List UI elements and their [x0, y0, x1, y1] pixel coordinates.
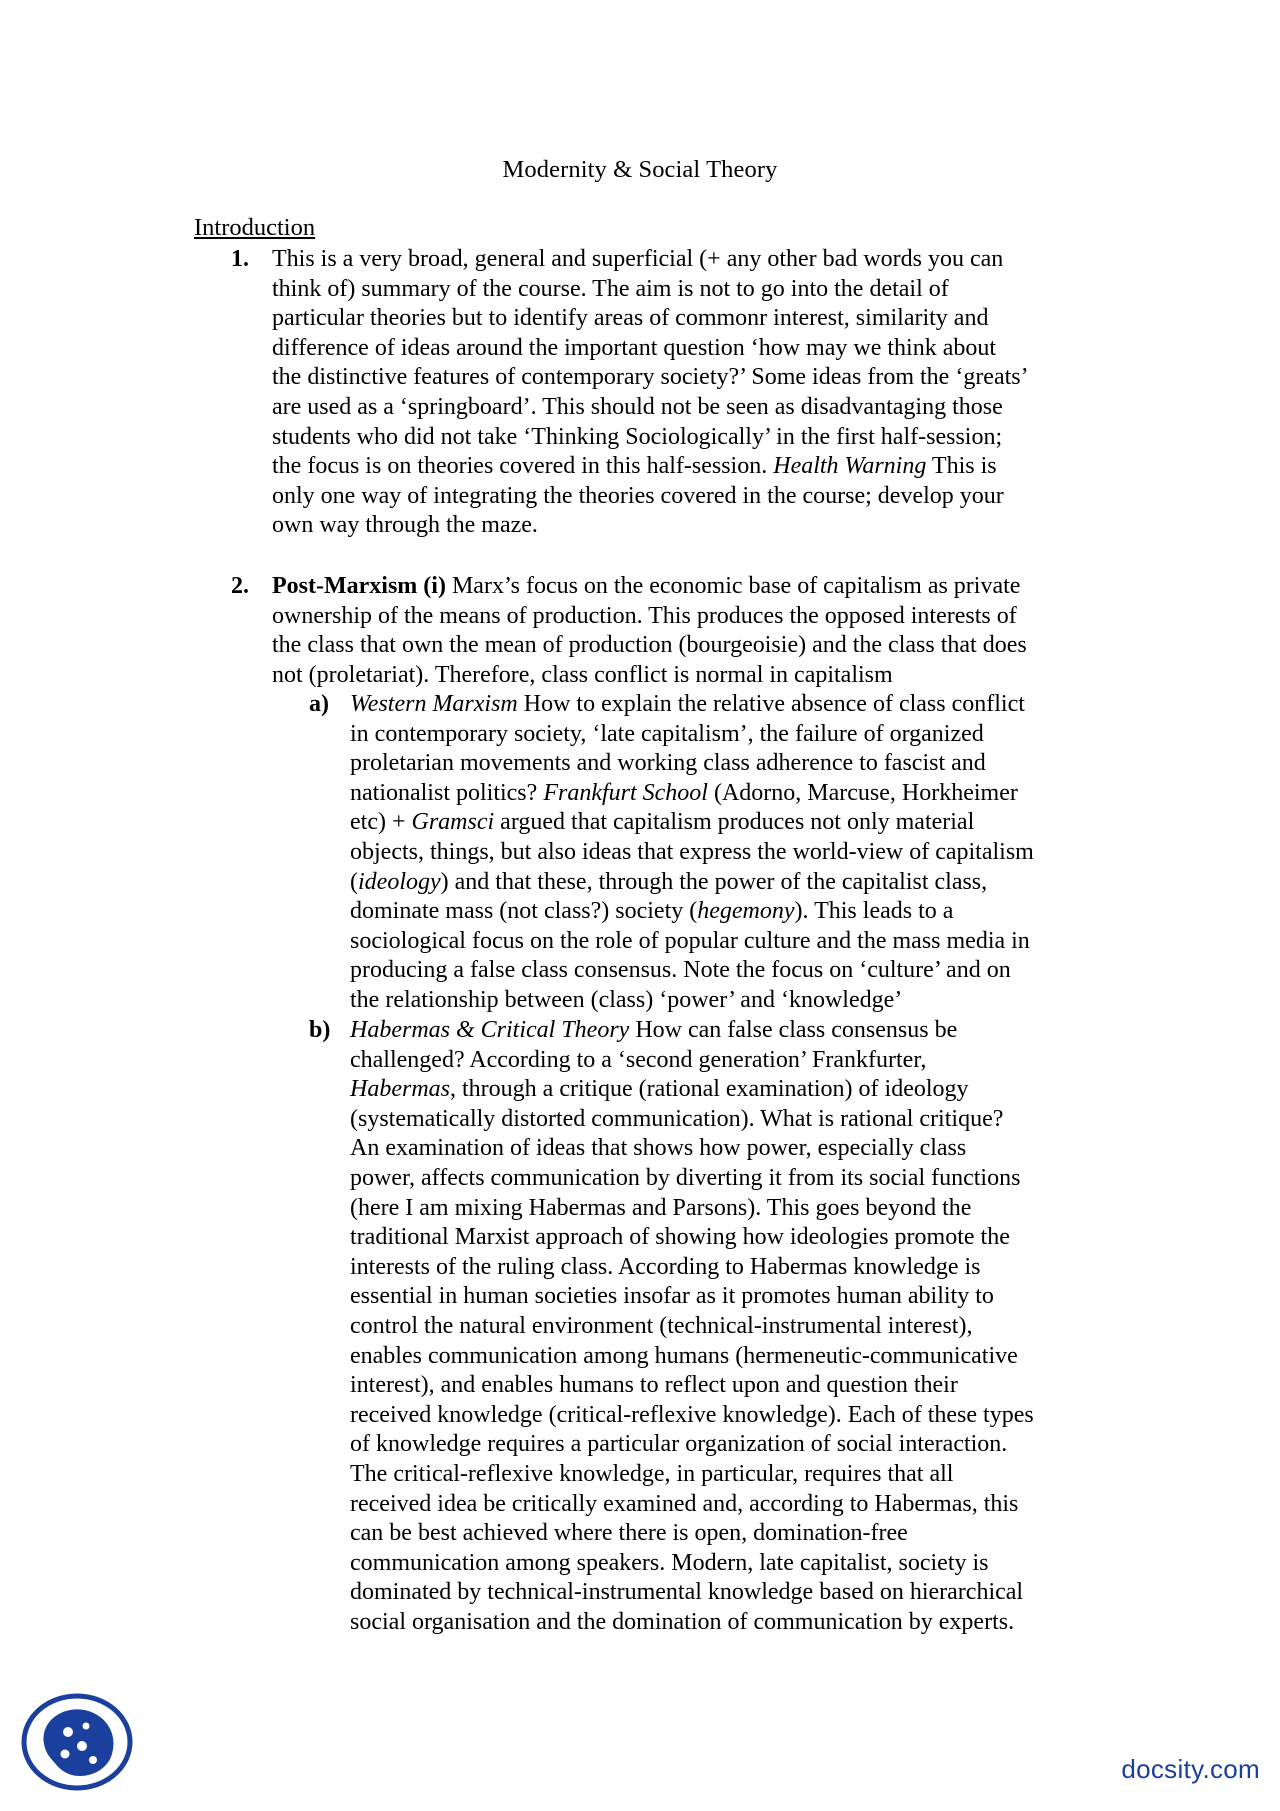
sub-a-line: the relationship between (class) ‘power’ and ‘knowledge’: [350, 986, 903, 1013]
text-run: ). This leads to a: [794, 898, 954, 925]
sub-b-line: essential in human societies insofar as it promotes human ability to: [350, 1283, 994, 1310]
item-1-line: own way through the maze.: [272, 512, 538, 539]
text-run: argued that capitalism produces not only material: [494, 809, 975, 836]
sub-b-line: control the natural environment (technical-instrumental interest),: [350, 1312, 973, 1339]
sub-a-line: [350, 690, 1034, 720]
health-warning-emphasis: Health Warning: [773, 453, 927, 480]
hegemony-term: hegemony: [697, 898, 795, 925]
sub-b-line: can be best achieved where there is open, domination-free: [350, 1520, 908, 1547]
section-heading-introduction: Introduction: [194, 214, 316, 241]
docsity-logo-svg: [20, 1688, 134, 1792]
item-1-line: difference of ideas around the important question ‘how may we think about: [272, 334, 997, 361]
text-run: nationalist politics?: [350, 779, 544, 806]
sub-a-line: sociological focus on the role of popular culture and the mass media in: [350, 927, 1030, 954]
sub-b-line: interest), and enables humans to reflect upon and question their: [350, 1372, 958, 1399]
document-title: Modernity & Social Theory: [502, 156, 778, 183]
text-run: (Adorno, Marcuse, Horkheimer: [707, 779, 1018, 806]
sub-b-line: social organisation and the domination of communication by experts.: [350, 1608, 1015, 1635]
sub-b-line: communication among speakers. Modern, late capitalist, society is: [350, 1549, 989, 1576]
item-1-line: This is a very broad, general and superficial (+ any other bad words you can: [272, 246, 1004, 272]
sub-a-line: [350, 808, 1034, 838]
sub-b-line: An examination of ideas that shows how power, especially class: [350, 1135, 967, 1162]
sub-b-line: The critical-reflexive knowledge, in particular, requires that all: [350, 1460, 954, 1487]
item-2-line: not (proletariat). Therefore, class conflict is normal in capitalism: [272, 661, 893, 688]
ideology-term: ideology: [358, 868, 441, 895]
text-run: How to explain the relative absence of class conflict: [517, 691, 1025, 717]
sub-b-line: received idea be critically examined and, according to Habermas, this: [350, 1490, 1019, 1517]
sub-b-line: dominated by technical-instrumental knowledge based on hierarchical: [350, 1579, 1024, 1606]
item-2-line: the class that own the mean of production (bourgeoisie) and the class that does: [272, 632, 1027, 659]
sub-a-line: [350, 897, 1034, 927]
sub-b-line: power, affects communication by diverting it from its social functions: [350, 1164, 1021, 1191]
gramsci-term: Gramsci: [411, 809, 495, 836]
sub-a-line: producing a false class consensus. Note the focus on ‘culture’ and on: [350, 957, 1011, 984]
item-2-paragraph: [272, 572, 1027, 690]
sub-b-line: [350, 1016, 1034, 1046]
text-run: etc) +: [350, 809, 412, 836]
text-run: How can false class consensus be: [629, 1017, 958, 1043]
sub-b-line: interests of the ruling class. According to Habermas knowledge is: [350, 1253, 981, 1280]
item-1-line: students who did not take ‘Thinking Sociologically’ in the first half-session;: [272, 423, 1003, 450]
sub-a-line: [350, 779, 1034, 809]
docsity-logo-icon[interactable]: [20, 1688, 134, 1792]
item-2-number: 2.: [231, 573, 249, 599]
item-2-line: ownership of the means of production. This produces the opposed interests of: [272, 602, 1017, 629]
sub-b-line: enables communication among humans (hermeneutic-communicative: [350, 1342, 1018, 1369]
sub-b-line: of knowledge requires a particular organization of social interaction.: [350, 1431, 1008, 1458]
item-1-line: think of) summary of the course. The aim is not to go into the detail of: [272, 275, 949, 302]
text-run: Marx’s focus on the economic base of capitalism as private: [445, 573, 1021, 599]
sub-item-b-paragraph: [350, 1016, 1034, 1637]
frankfurt-school-term: Frankfurt School: [543, 779, 708, 806]
sub-a-line: objects, things, but also ideas that express the world-view of capitalism: [350, 838, 1034, 865]
sub-b-line: traditional Marxist approach of showing how ideologies promote the: [350, 1224, 1010, 1251]
text-run: ) and that these, through the power of the capitalist class,: [440, 868, 988, 895]
item-1-line: are used as a ‘springboard’. This should not be seen as disadvantaging those: [272, 393, 1003, 420]
item-1-line: only one way of integrating the theories covered in the course; develop your: [272, 482, 1004, 509]
sub-item-a-paragraph: [350, 690, 1034, 1016]
text-run: dominate mass (not class?) society (: [350, 898, 698, 925]
item-1-number: 1.: [231, 246, 249, 272]
sub-a-line: [350, 868, 1034, 898]
text-run: This is: [926, 453, 997, 480]
item-1-line: particular theories but to identify areas of commonr interest, similarity and: [272, 305, 989, 332]
post-marxism-heading: Post-Marxism (i): [272, 573, 446, 599]
item-1-line: the distinctive features of contemporary society?’ Some ideas from the ‘greats’: [272, 364, 1029, 391]
text-run: the focus is on theories covered in this half-session.: [272, 453, 774, 480]
text-run: (: [350, 868, 358, 895]
sub-item-b-letter: b): [309, 1017, 331, 1043]
sub-b-line: challenged? According to a ‘second generation’ Frankfurter,: [350, 1046, 927, 1073]
item-2-line: [272, 572, 1027, 602]
sub-b-line: (systematically distorted communication). What is rational critique?: [350, 1105, 1004, 1132]
item-1-paragraph: [272, 245, 1029, 541]
sub-a-line: in contemporary society, ‘late capitalism’, the failure of organized: [350, 720, 984, 747]
sub-b-line: (here I am mixing Habermas and Parsons). This goes beyond the: [350, 1194, 972, 1221]
sub-a-line: proletarian movements and working class adherence to fascist and: [350, 750, 986, 777]
sub-b-line: received knowledge (critical-reflexive knowledge). Each of these types: [350, 1401, 1034, 1428]
sub-b-line: [350, 1075, 1034, 1105]
sub-item-a-letter: a): [309, 691, 329, 717]
docsity-brand-link[interactable]: docsity.com: [1121, 1754, 1260, 1784]
western-marxism-term: Western Marxism: [350, 691, 518, 717]
text-run: , through a critique (rational examination) of ideology: [450, 1076, 969, 1103]
critical-theory-term: Habermas & Critical Theory: [350, 1017, 630, 1043]
item-1-line: [272, 452, 1029, 482]
habermas-term: Habermas: [350, 1076, 450, 1103]
